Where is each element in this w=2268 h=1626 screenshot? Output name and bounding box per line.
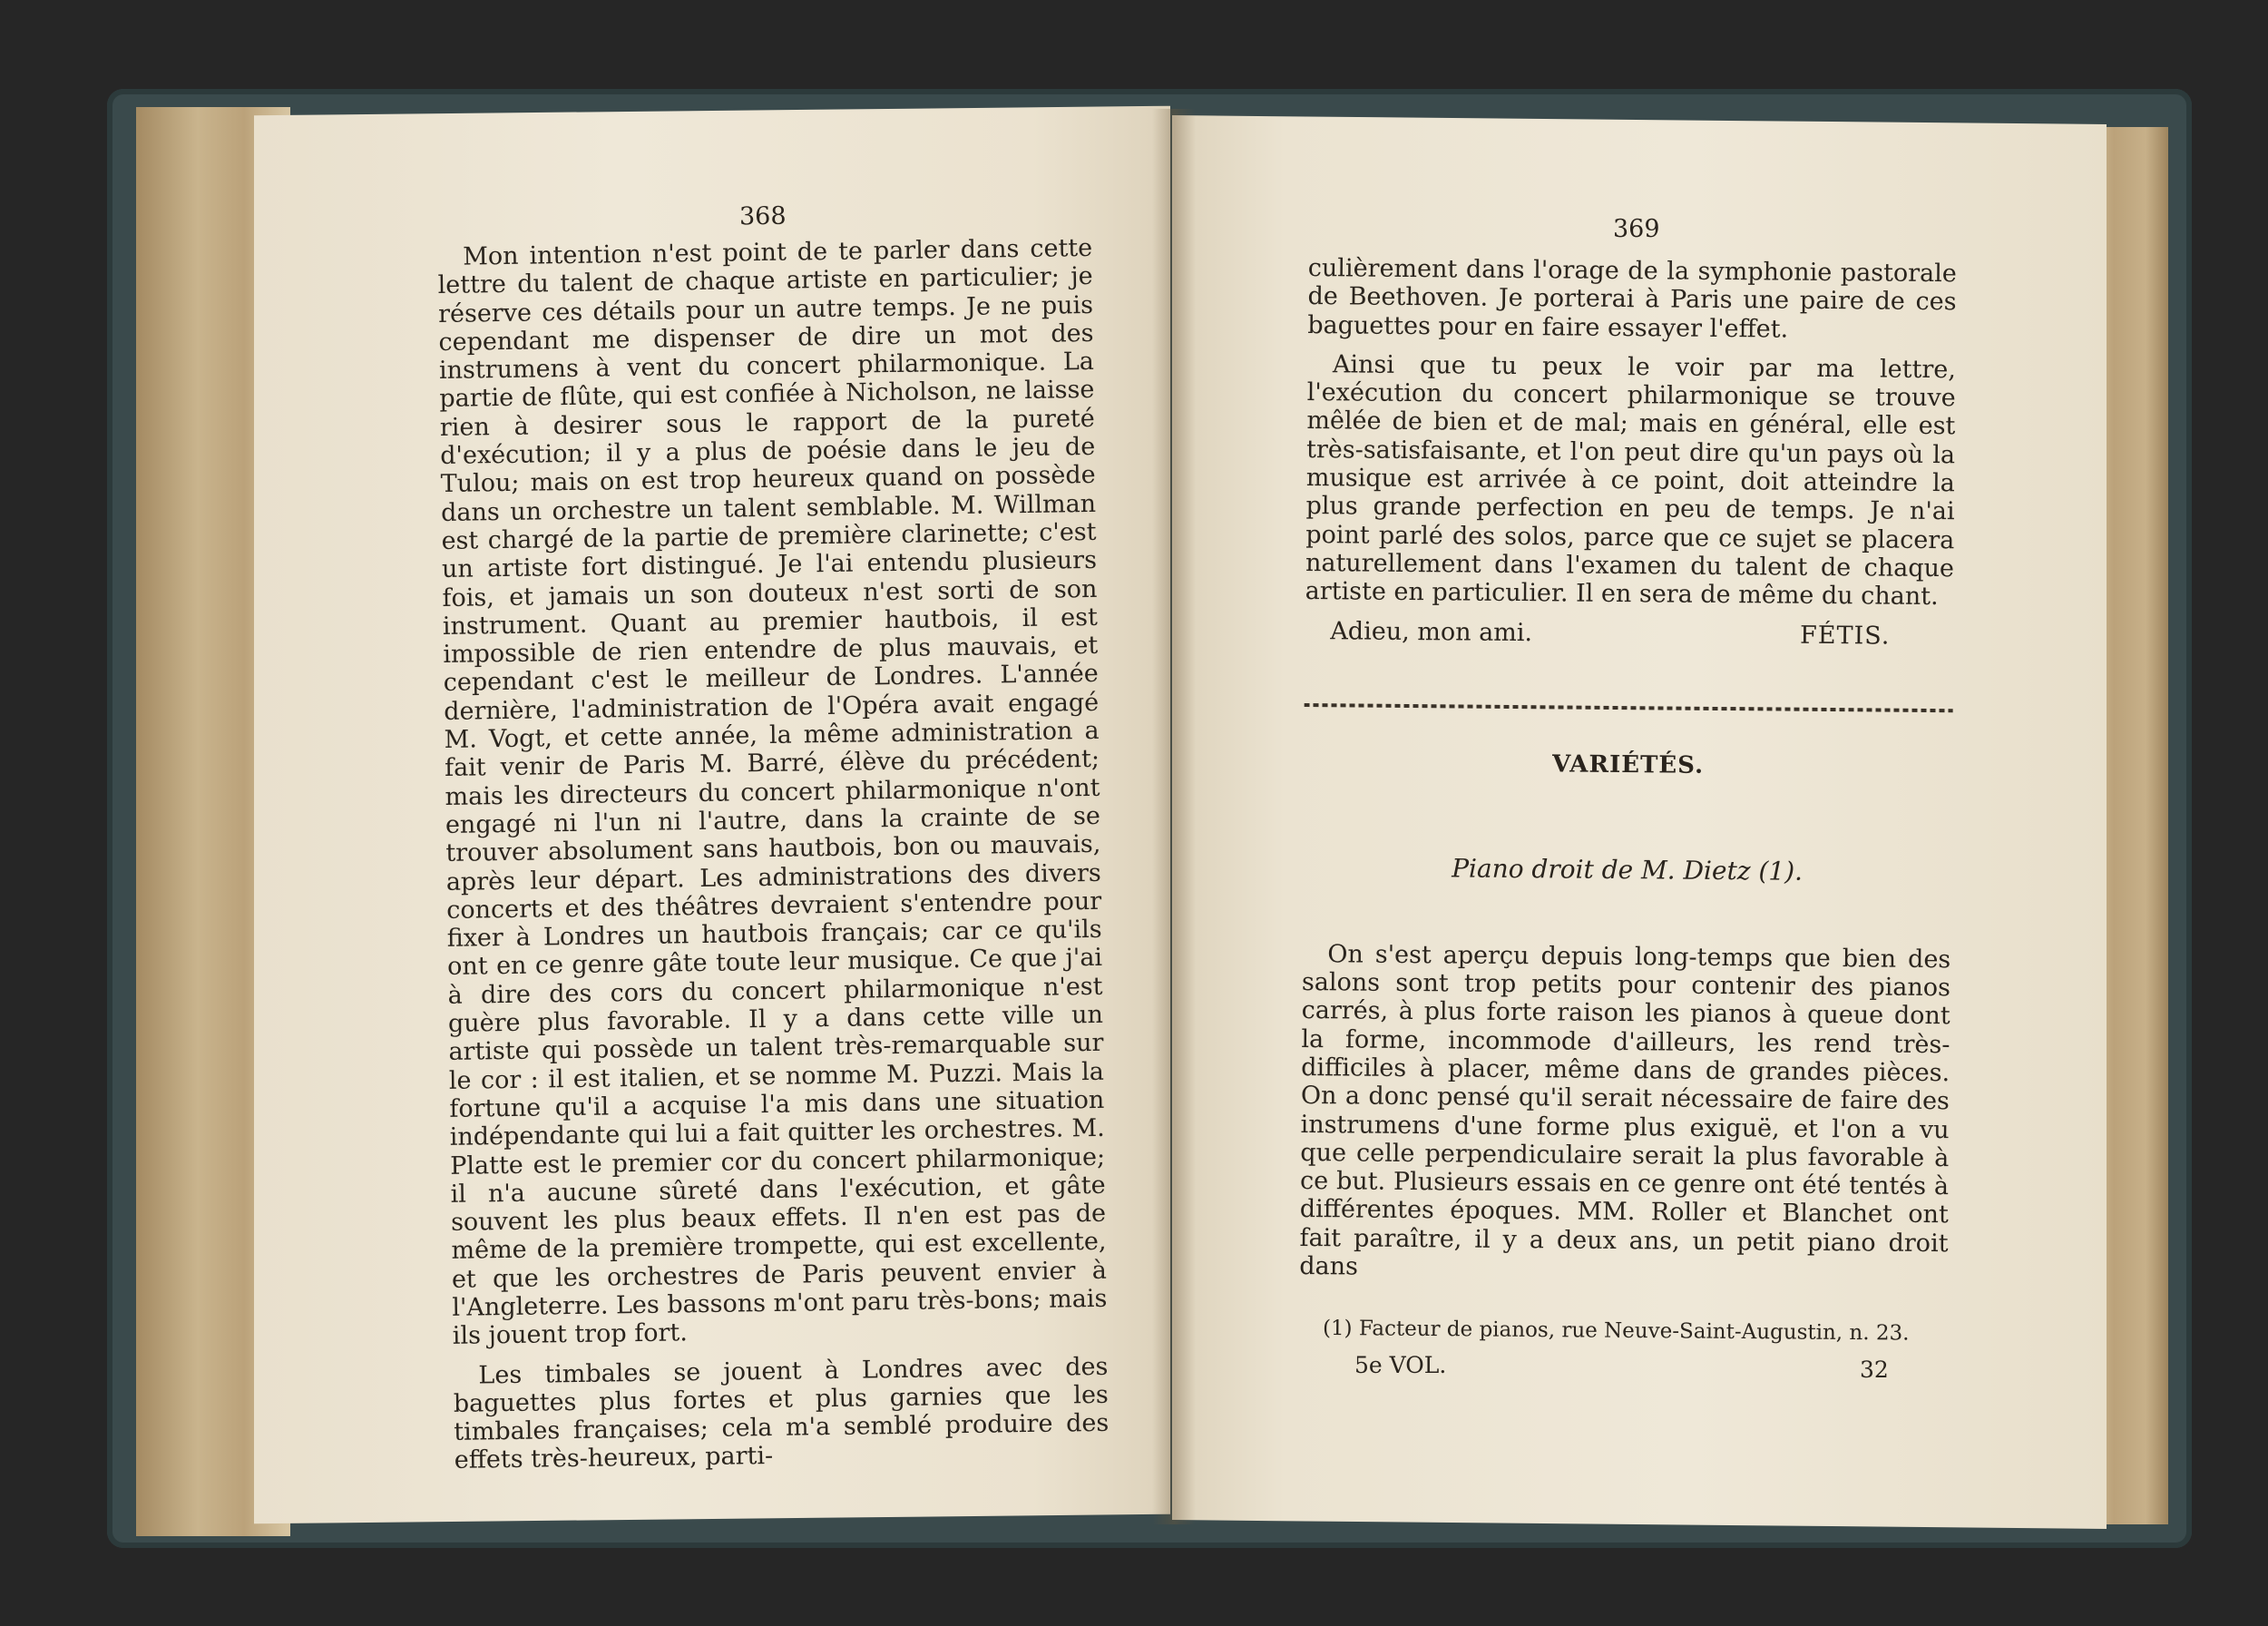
- left-page-text: [437, 234, 1110, 1475]
- book-gutter: [1152, 109, 1196, 1524]
- section-heading: VARIÉTÉS.: [1551, 750, 1705, 779]
- left-page-number: 368: [738, 201, 787, 231]
- continuation-paragraph: culièrement dans l'orage de la symphonie pastorale de Beethoven. Je porterai à Paris une paire de ces baguettes pour en faire essayer l'effet.: [1307, 254, 1957, 344]
- volume-mark: 5e VOL.: [1354, 1352, 1447, 1378]
- closing-line: Adieu, mon ami.: [1330, 616, 1533, 647]
- signature-mark: 32: [1860, 1357, 1889, 1383]
- section-divider: [1305, 703, 1953, 712]
- left-paragraph: Mon intention n'est point de te parler dans cette lettre du talent de chaque artiste en particulier; je réserve ces détails pour un autre temps. Je ne puis cependant me dispenser de dire un mot des instrumens à vent du concert philarmonique. La partie de flûte, qui est confiée à Nicholson, ne laisse rien à desirer sous le rapport de la pureté d'exécution; il y a plus de poésie dans le jeu de Tulou; mais on est trop heureux quand on possède dans un orchestre un talent semblable. M. Willman est chargé de la partie de première clarinette; c'est un artiste fort distingué. Je l'ai entendu plusieurs fois, et jamais un son douteux n'est sorti de son instrument. Quant au premier hautbois, il est impossible de rien entendre de plus mauvais, et cependant c'est le meilleur de Londres. L'année dernière, l'administration de l'Opéra avait engagé M. Vogt, et cette année, la même administration a fait venir de Paris M. Barré, élève du précédent; mais les directeurs du concert philarmonique n'ont engagé ni l'un ni l'autre, dans la crainte de se trouver absolument sans hautbois, bon ou mauvais, après leur départ. Les administrations des divers concerts et des théâtres devraient s'entendre pour fixer à Londres un hautbois français; car ce qu'ils ont en ce genre gâte toute leur musique. Ce que j'ai à dire des cors du concert philarmonique n'est guère plus favorable. Il y a dans cette ville un artiste qui possède un talent très-remarquable sur le cor : il est italien, et se nomme M. Puzzi. Mais la fortune qu'il a acquise l'a mis dans une situation indépendante qui lui a fait quitter les orchestres. M. Platte est le premier cor du concert philarmonique; il n'a aucune sûreté dans l'exécution, et gâte souvent les plus beaux effets. Il n'en est pas de même de la première trompette, qui est excellente, et que les orchestres de Paris peuvent envier à l'Angleterre. Les bassons m'ont paru très-bons; mais ils jouent trop fort.: [437, 233, 1108, 1351]
- right-page-number: 369: [1613, 215, 1660, 243]
- footnote: (1) Facteur de pianos, rue Neuve-Saint-Augustin, n. 23.: [1322, 1316, 1910, 1346]
- left-paragraph: Les timbales se jouent à Londres avec des baguettes plus fortes et plus garnies que les timbales françaises; cela m'a semblé produire des effets très-heureux, parti-: [453, 1352, 1110, 1475]
- body-paragraph: Ainsi que tu peux le voir par ma lettre, l'exécution du concert philarmonique se trouve mêlée de bien et de mal; mais en général, elle est très-satisfaisante, et l'on peut dire qu'un pays où la musique est arrivée à ce point, doit atteindre la plus grande perfection en peu de temps. Je n'ai point parlé des solos, parce que ce sujet se placera naturellement dans l'examen du talent de chaque artiste en particulier. Il en sera de même du chant.: [1305, 350, 1957, 612]
- article-body: On s'est aperçu depuis long-temps que bien des salons sont trop petits pour contenir des pianos carrés, à plus forte raison les pianos à queue dont la forme, incommode d'ailleurs, les rend très-difficiles à placer, même dans de grandes pièces. On a donc pensé qu'il serait nécessaire de faire des instrumens d'une forme plus exiguë, et l'on a vu que celle perpendiculaire serait la plus favorable à ce but. Plusieurs essais en ce genre ont été tentés à différentes époques. MM. Roller et Blanchet ont fait paraître, il y a deux ans, un petit piano droit dans: [1299, 939, 1951, 1281]
- right-page-text: [1299, 254, 1957, 1287]
- signature: FÉTIS.: [1799, 621, 1891, 651]
- article-title: Piano droit de M. Dietz (1).: [1452, 853, 1804, 887]
